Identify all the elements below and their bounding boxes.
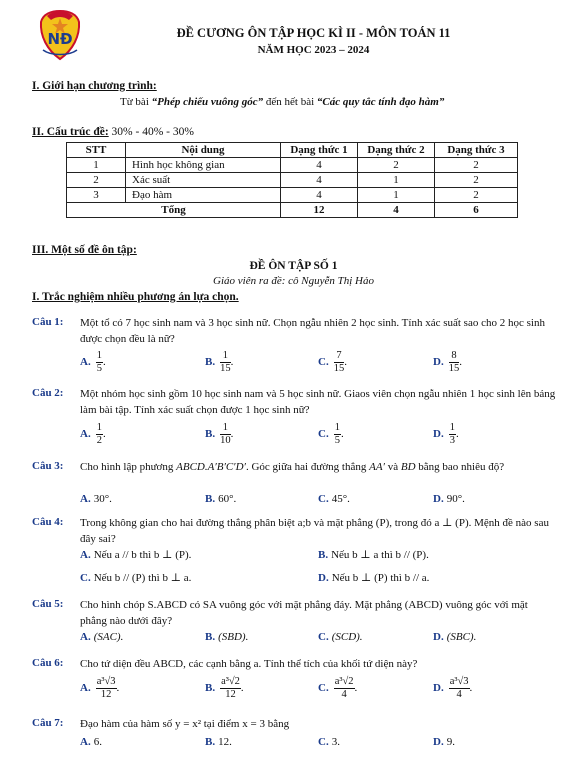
question-2-option-d[interactable]: D. $\frac{1}{3}$ . — [433, 422, 459, 446]
document-title: ĐỀ CƯƠNG ÔN TẬP HỌC KÌ II - MÔN TOÁN 11 — [176, 26, 451, 40]
question-6-text: Cho tứ diện đều ABCD, các cạnh bằng a. Tính thể tích của khối tứ diện này? — [80, 658, 418, 670]
question-1-option-d[interactable]: D. $\frac{8}{15}$ . — [433, 350, 462, 374]
section-2-heading-line: II. Cấu trúc đề: 30% - 40% - 30% — [32, 126, 194, 138]
question-1-option-b[interactable]: B. $\frac{1}{15}$ . — [205, 350, 234, 374]
question-5-option-a[interactable]: A. (SAC). — [80, 631, 124, 643]
part-1-heading: I. Trắc nghiệm nhiều phương án lựa chọn. — [32, 291, 239, 303]
question-6-option-c[interactable]: C. $\frac{\text{a³√2}}{4}$ . — [318, 676, 358, 700]
school-year: NĂM HỌC 2023 – 2024 — [257, 44, 370, 56]
question-4-option-b[interactable]: B. Nếu b ⊥ a thì b // (P). — [318, 549, 429, 561]
question-7-text: Đạo hàm của hàm số y = x² tại điểm x = 3 bằng — [80, 718, 290, 730]
question-3-text: Cho hình lập phương ABCD.A′B′C′D′. Góc giữa hai đường thẳng AA′ và BD bằng bao nhiêu độ? — [80, 461, 505, 473]
question-2-option-b[interactable]: B. $\frac{1}{10}$ . — [205, 422, 234, 446]
question-2-option-a[interactable]: A. $\frac{1}{2}$ . — [80, 422, 106, 446]
question-1-option-a[interactable]: A. $\frac{1}{5}$ . — [80, 350, 106, 374]
exam-title: ĐỀ ÔN TẬP SỐ 1 — [249, 260, 338, 272]
question-7-option-d[interactable]: D. 9. — [433, 736, 455, 748]
question-2-label: Câu 2: — [32, 387, 64, 399]
question-1-label: Câu 1: — [32, 316, 64, 328]
question-5-text: Cho hình chóp S.ABCD có SA vuông góc với mặt phẳng đáy. Mặt phẳng (ABCD) vuông góc với mặt phẳng nào dưới đây? — [80, 599, 528, 627]
question-6-option-b[interactable]: B. $\frac{\text{a³√2}}{12}$ . — [205, 676, 244, 700]
exam-teacher: Giáo viên ra đề: cô Nguyễn Thị Hảo — [213, 275, 374, 287]
question-3-option-a[interactable]: A. 30°. — [80, 493, 112, 505]
question-7-option-c[interactable]: C. 3. — [318, 736, 340, 748]
section-1-heading: I. Giới hạn chương trình: — [32, 80, 157, 92]
question-4-option-a[interactable]: A. Nếu a // b thì b ⊥ (P). — [80, 549, 192, 561]
question-3-option-b[interactable]: B. 60°. — [205, 493, 237, 505]
question-7-label: Câu 7: — [32, 717, 64, 729]
table-row: 3 Đạo hàm 4 1 2 — [67, 188, 518, 203]
question-3-option-d[interactable]: D. 90°. — [433, 493, 465, 505]
svg-text:NĐ: NĐ — [47, 30, 73, 48]
table-row: 2 Xác suất 4 1 2 — [67, 173, 518, 188]
question-2-text: Một nhóm học sinh gồm 10 học sinh nam và 5 học sinh nữ. Giaos viên chọn ngẫu nhiên 1 học sinh lên bảng làm bài tập. Tính xác suất chọn được 1 học sinh nữ? — [80, 388, 556, 416]
section-1-scope: Từ bài “Phép chiếu vuông góc” đến hết bài “Các quy tắc tính đạo hàm” — [120, 96, 445, 108]
question-6-label: Câu 6: — [32, 657, 64, 669]
question-5-option-b[interactable]: B. (SBD). — [205, 631, 249, 643]
question-7-option-b[interactable]: B. 12. — [205, 736, 232, 748]
question-1-text: Một tổ có 7 học sinh nam và 3 học sinh nữ. Chọn ngẫu nhiên 2 học sinh. Tính xác suất sao cho 2 học sinh được chọn đều là nữ? — [80, 317, 545, 345]
question-5-option-d[interactable]: D. (SBC). — [433, 631, 477, 643]
question-4-text: Trong không gian cho hai đường thẳng phân biệt a;b và mặt phẳng (P), trong đó a ⊥ (P). Mệnh đề nào sau đây sai? — [80, 517, 549, 545]
question-7-option-a[interactable]: A. 6. — [80, 736, 102, 748]
question-4-option-d[interactable]: D. Nếu b ⊥ (P) thì b // a. — [318, 572, 430, 584]
table-total-row: Tổng 12 4 6 — [67, 203, 518, 218]
question-6-option-d[interactable]: D. $\frac{\text{a³√3}}{4}$ . — [433, 676, 473, 700]
table-header-row: STT Nội dung Dạng thức 1 Dạng thức 2 Dạng thức 3 — [67, 143, 518, 158]
question-5-option-c[interactable]: C. (SCD). — [318, 631, 363, 643]
question-5-label: Câu 5: — [32, 598, 64, 610]
question-3-option-c[interactable]: C. 45°. — [318, 493, 350, 505]
question-2-option-c[interactable]: C. $\frac{1}{5}$ . — [318, 422, 344, 446]
structure-table — [66, 142, 518, 218]
question-4-option-c[interactable]: C. Nếu b // (P) thì b ⊥ a. — [80, 572, 192, 584]
section-3-heading: III. Một số đề ôn tập: — [32, 244, 137, 256]
question-3-label: Câu 3: — [32, 460, 64, 472]
question-6-option-a[interactable]: A. $\frac{\text{a³√3}}{12}$ . — [80, 676, 120, 700]
question-1-option-c[interactable]: C. $\frac{7}{15}$ . — [318, 350, 347, 374]
table-row: 1 Hình học không gian 4 2 2 — [67, 158, 518, 173]
question-4-label: Câu 4: — [32, 516, 64, 528]
